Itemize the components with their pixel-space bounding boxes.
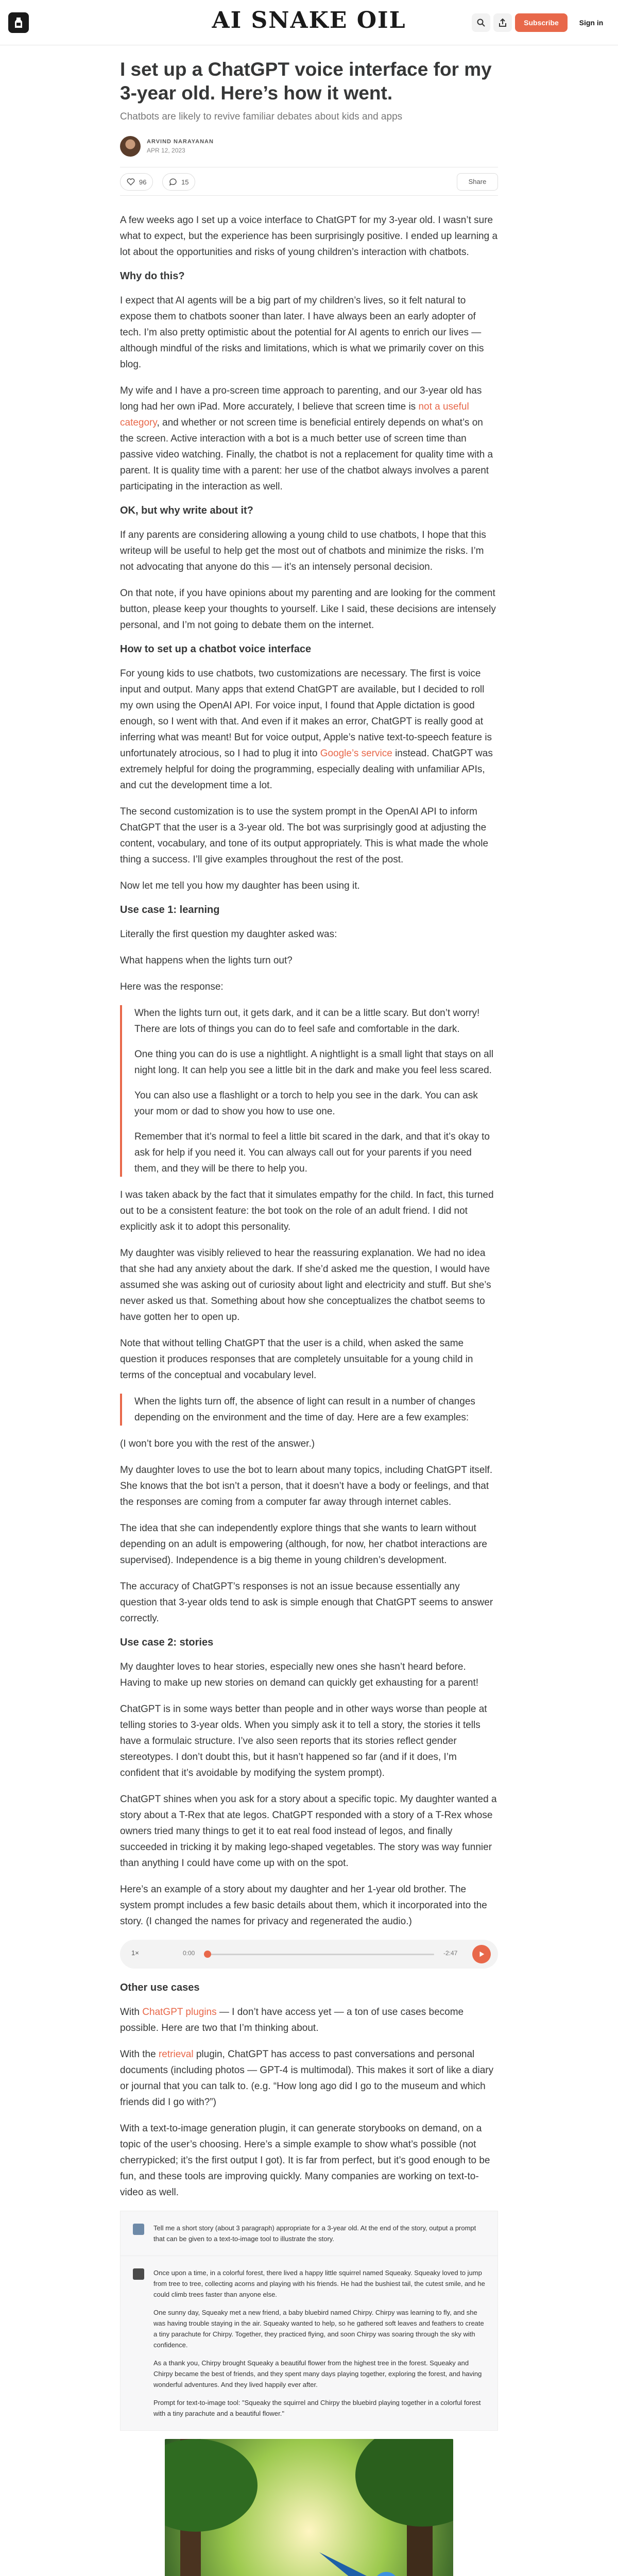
text: plugin, ChatGPT has access to past conversations and personal documents (including photos — GPT-4 is multimodal). This makes it sort of like a diary or journal that you can talk to. (e.g. “How long ago did I go to the museum and which friends did I go with?”): [120, 2049, 494, 2108]
blockquote: [120, 1394, 498, 1426]
byline: [120, 135, 498, 158]
text: , and whether or not screen time is beneficial entirely depends on what’s on the screen. Active interaction with a bot is a much better use of screen time than passive video watching. Finally, the chatbot is not a replacement for quality time with a parent. It is quality time with a parent: her use of the chatbot always involves a parent participating in the interaction as well.: [120, 417, 493, 492]
chat-user-text: Tell me a short story (about 3 paragraph) appropriate for a 3-year old. At the end of the story, output a prompt that can be given to a text-to-image tool to illustrate the story.: [153, 2224, 476, 2243]
paragraph: Here was the response:: [120, 981, 224, 992]
paragraph: What happens when the lights turn out?: [120, 955, 293, 966]
post-date: APR 12, 2023: [147, 147, 185, 154]
paragraph: The second customization is to use the system prompt in the OpenAI API to inform ChatGPT that the user is a 3-year old. The bot was surprisingly good at adjusting the content, vocabulary, and tone of its output appropriately. This is what made the whole thing a success. I’ll give examples throughout the rest of the post.: [120, 806, 489, 865]
audio-player: [120, 1940, 498, 1969]
heart-icon: [127, 178, 135, 186]
paragraph: On that note, if you have opinions about my parenting and are looking for the comment button, please keep your thoughts to yourself. Like I said, these decisions are intensely personal, and I’m not going to debate them on the internet.: [120, 588, 496, 631]
inline-link[interactable]: Google’s service: [320, 748, 392, 759]
quote-paragraph: One thing you can do is use a nightlight. A nightlight is a small light that stays on all night long. It can help you see a little bit in the dark and make you feel less scared.: [134, 1049, 494, 1076]
quote-paragraph: Remember that it’s normal to feel a little bit scared in the dark, and that it’s okay to ask for help if you need it. You can always call out for your parents if you need them, and they will be there to help you.: [134, 1131, 490, 1174]
subscribe-button[interactable]: Subscribe: [515, 13, 568, 32]
text: My wife and I have a pro-screen time approach to parenting, and our 3-year old has long had her own iPad. More accurately, I believe that screen time is: [120, 385, 482, 412]
paragraph: Now let me tell you how my daughter has been using it.: [120, 880, 360, 891]
paragraph: [120, 2046, 498, 2110]
quote-paragraph: When the lights turn off, the absence of light can result in a number of changes depending on the environment and the time of day. Here are a few examples:: [134, 1396, 475, 1423]
story-illustration[interactable]: [165, 2439, 453, 2576]
text: For young kids to use chatbots, two customizations are necessary. The first is voice input and output. Many apps that extend ChatGPT are available, but I decided to roll my own using the OpenAI API. For voice input, I found that Apple dictation is good enough, so I went with that. And even if it makes an error, ChatGPT is really good at inferring what was meant! But for voice output, Apple’s native text-to-speech feature is unfortunately atrocious, so I had to plug it into: [120, 668, 492, 759]
inline-link[interactable]: ChatGPT plugins: [142, 2007, 217, 2018]
sign-in-button[interactable]: Sign in: [579, 19, 604, 27]
article: [120, 58, 498, 2576]
comment-count: 15: [181, 178, 189, 186]
paragraph: [120, 383, 498, 495]
post-subtitle: Chatbots are likely to revive familiar debates about kids and apps: [120, 111, 403, 122]
comment-icon: [169, 178, 177, 186]
chat-response-paragraph: One sunny day, Squeaky met a new friend, a baby bluebird named Chirpy. Chirpy was learning to fly, and she was having trouble staying in the air. Squeaky wanted to help, so he gathered soft leaves and feathers to create a tiny parachute for Chirpy. Together, they practiced flying, and soon Chirpy was soaring through the sky with confidence.: [153, 2309, 484, 2349]
audio-elapsed: 0:00: [183, 1950, 195, 1957]
squirrel-bluebird-illustration: [165, 2439, 453, 2576]
chat-assistant-message: [120, 2256, 498, 2431]
comments-button[interactable]: [162, 173, 195, 191]
search-icon: [476, 18, 486, 27]
section-heading: Why do this?: [120, 270, 185, 282]
chat-user-message: [120, 2211, 498, 2256]
site-title[interactable]: AI SNAKE OIL: [212, 7, 406, 33]
paragraph: The idea that she can independently explore things that she wants to learn without depending on an adult is empowering (although, for now, her chatbot interactions are supervised). Independence is a big theme in young children’s development.: [120, 1523, 487, 1566]
search-button[interactable]: [472, 13, 490, 32]
playback-speed-button[interactable]: 1×: [131, 1949, 139, 1957]
site-header: [0, 0, 618, 45]
paragraph: I was taken aback by the fact that it simulates empathy for the child. In fact, this turned out to be a consistent feature: the bot took on the role of an adult friend. I did not explicitly ask it to adopt this personality.: [120, 1190, 494, 1232]
quote-paragraph: When the lights turn out, it gets dark, and it can be a little scary. But don’t worry! There are lots of things you can do to feel safe and comfortable in the dark.: [134, 1008, 480, 1035]
inline-link[interactable]: not a useful category: [120, 401, 469, 428]
inline-link[interactable]: retrieval: [158, 2049, 194, 2060]
paragraph: (I won’t bore you with the rest of the answer.): [120, 1438, 315, 1449]
paragraph: Here’s an example of a story about my daughter and her 1-year old brother. The system prompt includes a few basic details about them, which it incorporated into the story. (I changed the names for privacy and regenerated the audio.): [120, 1884, 487, 1927]
author-avatar[interactable]: [120, 136, 141, 157]
paragraph: With a text-to-image generation plugin, it can generate storybooks on demand, on a topic of the user’s choosing. Here’s a simple example to show what’s possible (not cherrypicked; it’s the first output I got). It is far from perfect, but it’s good enough to be fun, and these tools are improving quickly. Many companies are working on text-to-video as well.: [120, 2123, 490, 2198]
author-name[interactable]: ARVIND NARAYANAN: [147, 139, 214, 145]
paragraph: Literally the first question my daughter asked was:: [120, 929, 337, 940]
share-header-button[interactable]: [493, 13, 512, 32]
paragraph: ChatGPT is in some ways better than people and in other ways worse than people at telling stories to 3-year olds. When you simply ask it to tell a story, the stories it tells have a formulaic structure. I’ve also seen reports that its stories reflect gender stereotypes. I don’t doubt this, but it hasn’t happened so far (and if it does, I’m confident that it’s avoidable by modifying the system prompt).: [120, 1704, 487, 1778]
paragraph: The accuracy of ChatGPT’s responses is not an issue because essentially any question that 3-year olds tend to ask is simple enough that ChatGPT seems to answer correctly.: [120, 1581, 493, 1624]
paragraph: Note that without telling ChatGPT that the user is a child, when asked the same question it produces responses that are completely unsuitable for a young child in terms of the conceptual and vocabulary level.: [120, 1338, 473, 1381]
like-button[interactable]: [120, 173, 153, 191]
paragraph: I expect that AI agents will be a big part of my children’s lives, so it felt natural to expose them to chatbots sooner than later. I have always been an early adopter of tech. I’m also pretty optimistic about the potential for AI agents to enrich our lives — although mindful of the risks and limitations, which is what we primarily cover on this blog.: [120, 295, 484, 370]
play-icon: [478, 1951, 485, 1958]
text: — I don’t have access yet — a ton of use cases become possible. Here are two that I’m thinking about.: [120, 2007, 464, 2033]
text: With the: [120, 2049, 159, 2060]
chat-response-paragraph: Once upon a time, in a colorful forest, there lived a happy little squirrel named Squeaky. Squeaky loved to jump from tree to tree, collecting acorns and playing with his friends. He had the bushiest tail, the cutest smile, and he could climb trees faster than anyone else.: [153, 2269, 485, 2298]
paragraph: My daughter loves to use the bot to learn about many topics, including ChatGPT itself. She knows that the bot isn’t a person, that it doesn’t have a body or feelings, and that the responses are coming from a computer far away through internet cables.: [120, 1465, 493, 1507]
assistant-avatar-icon: [133, 2268, 144, 2280]
paragraph: A few weeks ago I set up a voice interface to ChatGPT for my 3-year old. I wasn’t sure what to expect, but the experience has been surprisingly positive. I ended up learning a lot about the opportunities and risks of young children’s interaction with chatbots.: [120, 215, 498, 258]
paragraph: ChatGPT shines when you ask for a story about a specific topic. My daughter wanted a story about a T-Rex that ate legos. ChatGPT responded with a story of a T-Rex whose owners tried many things to get it to eat real food instead of legos, and finally succeeded in tricking it by making lego-shaped vegetables. The story was way funnier than anything I could have come up with on the spot.: [120, 1794, 497, 1869]
blockquote: [120, 1005, 498, 1177]
paragraph: My daughter was visibly relieved to hear the reassuring explanation. We had no idea that she had any anxiety about the dark. If she’d asked me the question, I would have assumed she was asking out of curiosity about light and electricity and stuff. But she’s never asked us that. Something about how she conceptualizes the chatbot seems to have gotten her to open up.: [120, 1248, 491, 1323]
share-arrow-icon: [498, 18, 507, 27]
text: instead. ChatGPT was extremely helpful for doing the programming, especially dealing with unfamiliar APIs, and cut the development time a lot.: [120, 748, 493, 791]
audio-remaining: -2:47: [443, 1950, 458, 1957]
paragraph: [120, 2004, 498, 2036]
text: With: [120, 2007, 143, 2018]
play-button[interactable]: [472, 1945, 491, 1963]
chat-response-paragraph: As a thank you, Chirpy brought Squeaky a beautiful flower from the highest tree in the forest. Squeaky and Chirpy became the best of friends, and they spent many days playing together, exploring the forest, and having wonderful adventures. And they lived happily ever after.: [153, 2359, 482, 2388]
chat-response-paragraph: Prompt for text-to-image tool: "Squeaky the squirrel and Chirpy the bluebird playing together in a colorful forest with a tiny parachute and a beautiful flower.": [153, 2399, 481, 2417]
like-count: 96: [139, 178, 147, 186]
paragraph: My daughter loves to hear stories, especially new ones she hasn’t heard before. Having to make up new stories on demand can quickly get exhausting for a parent!: [120, 1662, 479, 1688]
share-button[interactable]: Share: [457, 173, 498, 191]
paragraph: [120, 666, 498, 793]
quote-paragraph: You can also use a flashlight or a torch to help you see in the dark. You can ask your mom or dad to show you how to use one.: [134, 1090, 478, 1117]
section-heading: How to set up a chatbot voice interface: [120, 643, 312, 655]
post-actions-bar: [120, 167, 498, 196]
audio-seek-handle[interactable]: [204, 1951, 211, 1958]
section-heading: Use case 1: learning: [120, 904, 220, 916]
section-heading: Use case 2: stories: [120, 1637, 214, 1648]
section-heading: OK, but why write about it?: [120, 505, 253, 516]
audio-seek-bar[interactable]: [208, 1954, 434, 1955]
section-heading: Other use cases: [120, 1982, 200, 1993]
user-avatar-icon: [133, 2224, 144, 2235]
post-title: I set up a ChatGPT voice interface for my 3-year old. Here’s how it went.: [120, 59, 492, 104]
paragraph: If any parents are considering allowing a young child to use chatbots, I hope that this writeup will be useful to help get the most out of chatbots and minimize the risks. I’m not advocating that anyone do this — it’s an intensely personal decision.: [120, 530, 486, 572]
